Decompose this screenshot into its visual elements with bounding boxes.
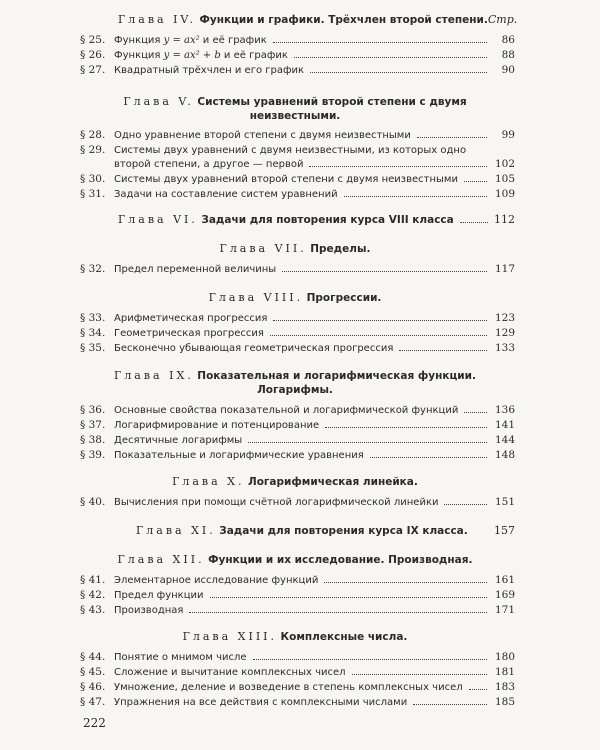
entry-text: Арифметическая прогрессия	[114, 313, 268, 324]
entry-text: Умножение, деление и возведение в степень комплексных чисел	[114, 682, 463, 693]
entry-text: Системы двух уравнений с двумя неизвестными, из которых одно	[114, 145, 467, 156]
chapter-number: Глава X.	[172, 475, 245, 488]
toc-entry	[80, 327, 515, 340]
entry-text: Показательные и логарифмические уравнения	[114, 450, 364, 461]
dot-leader	[352, 673, 487, 675]
dot-leader	[253, 658, 487, 660]
dot-leader	[309, 165, 487, 167]
section-number: § 28.	[80, 129, 106, 141]
page-number: 86	[501, 34, 515, 46]
section-number: § 29.	[80, 144, 106, 156]
toc-entry	[80, 312, 515, 325]
toc-entry	[80, 173, 515, 186]
toc-entry	[80, 496, 515, 509]
dot-leader	[413, 703, 487, 705]
dot-leader	[273, 41, 487, 43]
page-number: 112	[494, 213, 515, 226]
toc-entry	[80, 404, 515, 417]
entry-text: Упражнения на все действия с комплексными числами	[114, 697, 408, 708]
dot-leader	[469, 688, 487, 690]
dot-leader	[294, 56, 487, 58]
toc-entry	[80, 188, 515, 201]
chapter-11-heading	[80, 524, 515, 538]
chapter-number: Глава XII.	[117, 553, 205, 566]
chapter-title: Системы уравнений второй степени с двумя	[197, 96, 467, 108]
page-number: 171	[494, 604, 515, 616]
section-number: § 33.	[80, 312, 106, 324]
page-number: 169	[494, 589, 515, 601]
page-number: 136	[494, 404, 515, 416]
page-number: 180	[494, 651, 515, 663]
chapter-9-heading	[80, 369, 510, 397]
chapter-7-heading	[80, 242, 510, 256]
chapter-10-heading	[80, 475, 510, 489]
page-column-header: Стр.	[487, 13, 518, 26]
page-number: 99	[501, 129, 515, 141]
dot-leader	[270, 334, 487, 336]
page-number: 90	[501, 64, 515, 76]
section-number: § 32.	[80, 263, 106, 275]
toc-entry	[80, 263, 515, 276]
toc-entry	[80, 129, 515, 142]
entry-text-suffix: и её график	[199, 35, 267, 46]
dot-leader	[370, 456, 487, 458]
toc-entry	[80, 419, 515, 432]
entry-text: Функция	[114, 35, 164, 46]
entry-formula: y = ax² + b	[163, 50, 221, 61]
entry-text: Десятичные логарифмы	[114, 435, 243, 446]
dot-leader	[464, 180, 487, 182]
toc-entry	[80, 589, 515, 602]
entry-text: Сложение и вычитание комплексных чисел	[114, 667, 346, 678]
page-number: 117	[494, 263, 515, 275]
toc-entry	[80, 434, 515, 447]
page-number: 102	[494, 158, 515, 170]
dot-leader	[324, 581, 487, 583]
entry-text: Системы двух уравнений второй степени с двумя неизвестными	[114, 174, 458, 185]
section-number: § 40.	[80, 496, 106, 508]
page-number: 123	[494, 312, 515, 324]
toc-entry	[80, 34, 515, 47]
page-folio: 222	[83, 716, 106, 730]
page-number: 161	[494, 574, 515, 586]
chapter-number: Глава V.	[123, 95, 194, 108]
toc-entry	[80, 666, 515, 679]
entry-text: Понятие о мнимом числе	[114, 652, 247, 663]
section-number: § 43.	[80, 604, 106, 616]
section-number: § 45.	[80, 666, 106, 678]
chapter-title-cont: неизвестными.	[249, 110, 341, 122]
page-number: 141	[494, 419, 515, 431]
section-number: § 27.	[80, 64, 106, 76]
chapter-number: Глава XIII.	[182, 630, 278, 643]
chapter-number: Глава XI.	[136, 524, 216, 537]
section-number: § 46.	[80, 681, 106, 693]
entry-text: Квадратный трёхчлен и его график	[114, 65, 305, 76]
page-number: 151	[494, 496, 515, 508]
entry-text: Бесконечно убывающая геометрическая прогрессия	[114, 343, 394, 354]
chapter-title: Функции и их исследование. Производная.	[208, 554, 473, 566]
chapter-number: Глава VII.	[219, 242, 307, 255]
toc-entry	[80, 651, 515, 664]
chapter-title: Прогрессии.	[306, 292, 382, 304]
section-number: § 36.	[80, 404, 106, 416]
toc-entry-continuation	[114, 158, 515, 171]
entry-text: Вычисления при помощи счётной логарифмической линейки	[114, 497, 439, 508]
toc-entry	[80, 449, 515, 462]
toc-entry	[80, 696, 515, 709]
entry-text-suffix: и её график	[220, 50, 288, 61]
page-number: 105	[494, 173, 515, 185]
toc-entry	[80, 49, 515, 62]
entry-text: Одно уравнение второй степени с двумя неизвестными	[114, 130, 411, 141]
entry-text: Задачи на составление систем уравнений	[114, 189, 338, 200]
dot-leader	[210, 596, 487, 598]
chapter-number: Глава VIII.	[208, 291, 304, 304]
chapter-number: Глава IX.	[114, 369, 194, 382]
dot-leader	[344, 195, 487, 197]
section-number: § 35.	[80, 342, 106, 354]
chapter-13-heading	[80, 630, 510, 644]
page-number: 88	[501, 49, 515, 61]
dot-leader	[460, 221, 488, 223]
chapter-title: Пределы.	[310, 243, 371, 255]
dot-leader	[444, 503, 487, 505]
toc-entry	[80, 144, 515, 157]
entry-text: Функция	[114, 50, 164, 61]
page-number: 185	[494, 696, 515, 708]
section-number: § 26.	[80, 49, 106, 61]
section-number: § 25.	[80, 34, 106, 46]
chapter-4-heading	[80, 13, 518, 27]
entry-text: Основные свойства показательной и логарифмической функций	[114, 405, 459, 416]
page-number: 109	[494, 188, 515, 200]
chapter-title-cont: Логарифмы.	[257, 384, 333, 396]
chapter-number: Глава IV.	[118, 13, 196, 26]
section-number: § 39.	[80, 449, 106, 461]
chapter-8-heading	[80, 291, 510, 305]
dot-leader	[189, 611, 487, 613]
entry-text: Геометрическая прогрессия	[114, 328, 264, 339]
dot-leader	[464, 411, 487, 413]
dot-leader	[273, 319, 487, 321]
section-number: § 44.	[80, 651, 106, 663]
toc-entry	[80, 681, 515, 694]
section-number: § 47.	[80, 696, 106, 708]
toc-entry	[80, 574, 515, 587]
chapter-5-heading	[80, 95, 510, 123]
page-number: 144	[494, 434, 515, 446]
dot-leader	[282, 270, 487, 272]
section-number: § 31.	[80, 188, 106, 200]
section-number: § 42.	[80, 589, 106, 601]
section-number: § 41.	[80, 574, 106, 586]
entry-text: Производная	[114, 605, 184, 616]
dot-leader	[417, 136, 487, 138]
page-number: 181	[494, 666, 515, 678]
toc-entry	[80, 64, 515, 77]
chapter-title: Функции и графики. Трёхчлен второй степени.	[199, 14, 488, 26]
section-number: § 30.	[80, 173, 106, 185]
chapter-6-heading	[80, 213, 515, 227]
dot-leader	[399, 349, 487, 351]
chapter-number: Глава VI.	[118, 213, 198, 226]
chapter-title: Логарифмическая линейка.	[248, 476, 418, 488]
chapter-title: Задачи для повторения курса IX класса.	[219, 525, 468, 537]
page-number: 157	[494, 524, 515, 537]
page-number: 129	[494, 327, 515, 339]
entry-text: Логарифмирование и потенцирование	[114, 420, 320, 431]
section-number: § 37.	[80, 419, 106, 431]
toc-entry	[80, 604, 515, 617]
entry-text: Предел функции	[114, 590, 204, 601]
entry-text: Предел переменной величины	[114, 264, 277, 275]
page-number: 148	[494, 449, 515, 461]
dot-leader	[325, 426, 487, 428]
entry-text: Элементарное исследование функций	[114, 575, 319, 586]
toc-entry	[80, 342, 515, 355]
section-number: § 34.	[80, 327, 106, 339]
page-number: 133	[494, 342, 515, 354]
entry-formula: y = ax²	[163, 35, 200, 46]
chapter-12-heading	[80, 553, 510, 567]
entry-text-cont: второй степени, а другое — первой	[114, 159, 304, 170]
dot-leader	[248, 441, 487, 443]
page-number: 183	[494, 681, 515, 693]
chapter-title: Показательная и логарифмическая функции.	[197, 370, 476, 382]
section-number: § 38.	[80, 434, 106, 446]
chapter-title: Задачи для повторения курса VIII класса	[201, 214, 454, 226]
dot-leader	[310, 71, 487, 73]
chapter-title: Комплексные числа.	[280, 631, 408, 643]
